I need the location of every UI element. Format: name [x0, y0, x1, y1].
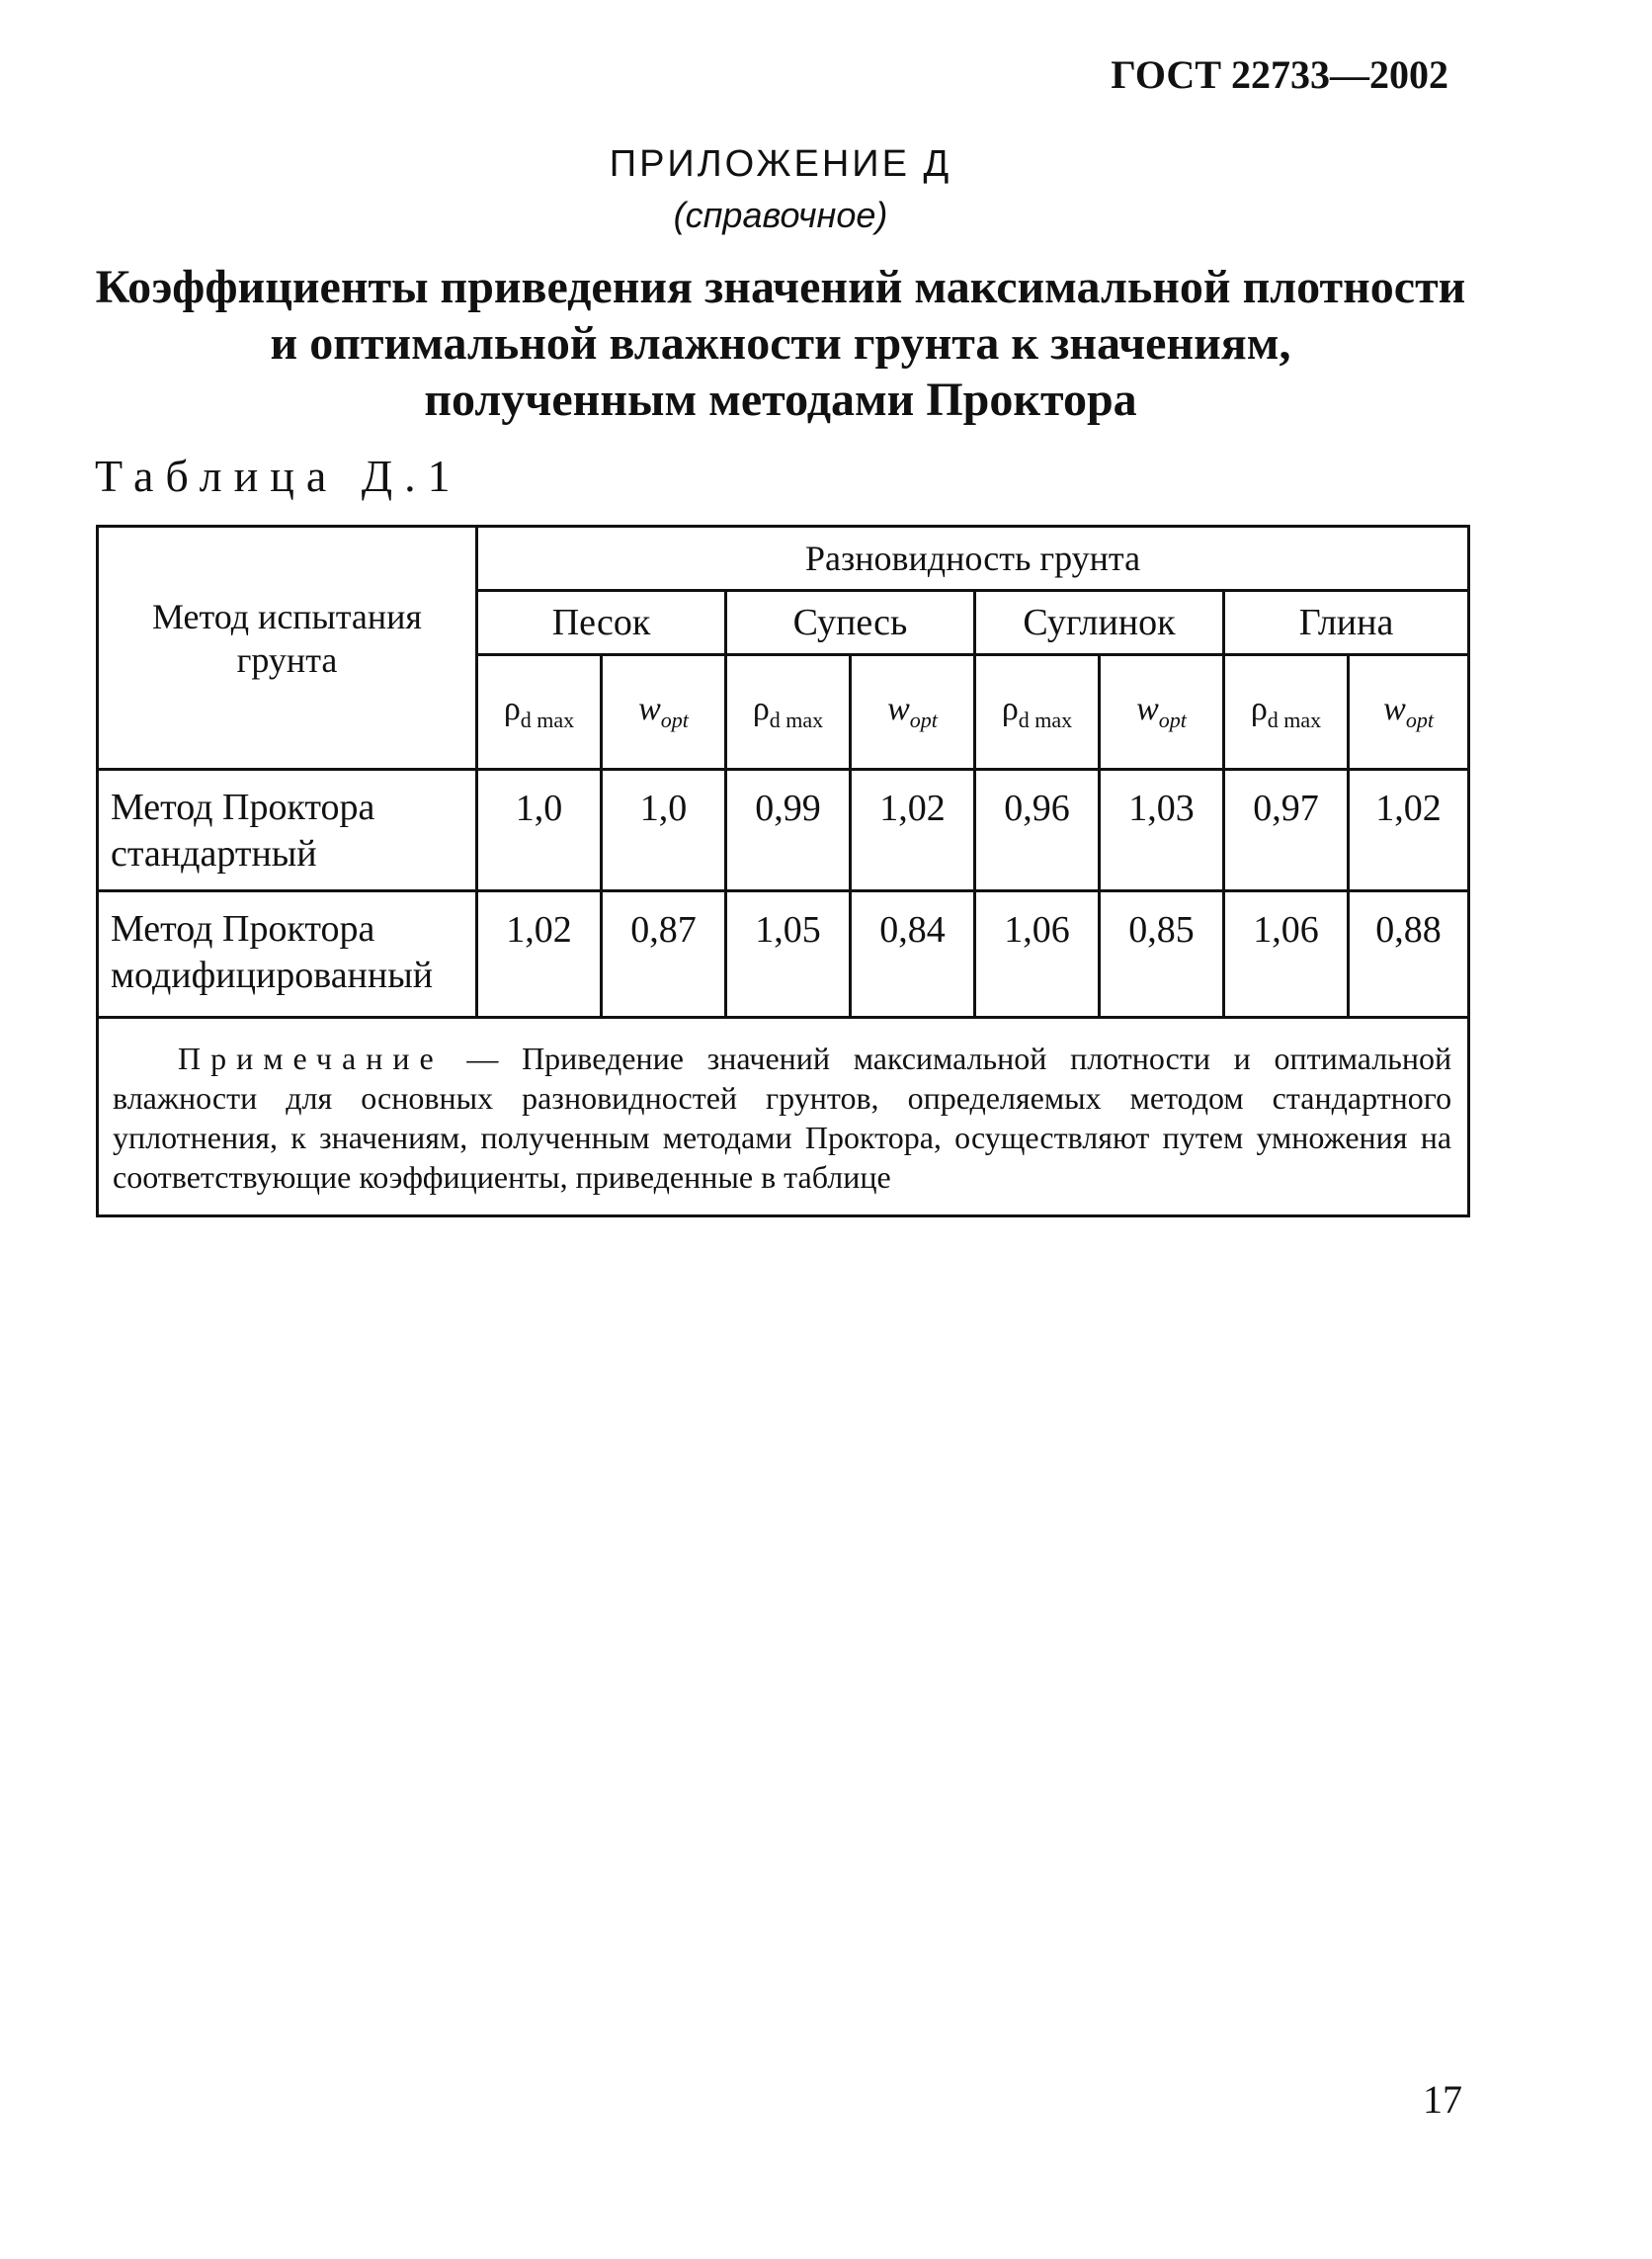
- table-row: [98, 891, 1469, 1018]
- cell-value: 1,02: [477, 891, 602, 1018]
- param-w-opt: $w_{opt}$: [1349, 655, 1469, 770]
- cell-value: 0,87: [602, 891, 726, 1018]
- param-rho-dmax: $\rho_{d max}$: [477, 655, 602, 770]
- cell-value: 0,99: [726, 770, 851, 891]
- table-label: Таблица Д.1: [95, 451, 462, 501]
- main-heading: [79, 259, 1482, 428]
- cell-value: 0,97: [1224, 770, 1349, 891]
- note-row: [98, 1018, 1469, 1216]
- cell-value: 1,06: [975, 891, 1100, 1018]
- table-note: [98, 1018, 1469, 1216]
- cell-value: 1,02: [851, 770, 975, 891]
- header-row-group: [98, 527, 1469, 591]
- row-method-label: Метод Проктора модифицированный: [98, 891, 477, 1018]
- param-w-opt: $w_{opt}$: [851, 655, 975, 770]
- param-w-opt: $w_{opt}$: [602, 655, 726, 770]
- cell-value: 0,85: [1100, 891, 1224, 1018]
- coefficients-table: [96, 525, 1470, 1217]
- appendix-kind: (справочное): [673, 195, 888, 235]
- note-text: — Приведение значений максимальной плотности и оптимальной влажности для основных разновидностей грунтов, определяемых методом стандартного уплотнения, к значениям, полученным методами Проктора, осуществляют путем умножения на соответствующие коэффициенты, приведенные в таблице: [113, 1041, 1452, 1195]
- soil-header-sandy-loam: Супесь: [726, 591, 975, 655]
- soil-header-clay: Глина: [1224, 591, 1469, 655]
- cell-value: 1,05: [726, 891, 851, 1018]
- cell-value: 1,03: [1100, 770, 1224, 891]
- row-method-label: Метод Проктора стандартный: [98, 770, 477, 891]
- cell-value: 0,96: [975, 770, 1100, 891]
- soil-header-sand: Песок: [477, 591, 726, 655]
- soil-header-loam: Суглинок: [975, 591, 1224, 655]
- param-w-opt: $w_{opt}$: [1100, 655, 1224, 770]
- param-rho-dmax: $\rho_{d max}$: [975, 655, 1100, 770]
- cell-value: 1,0: [602, 770, 726, 891]
- document-code: ГОСТ 22733—2002: [1111, 52, 1448, 97]
- table-row: [98, 770, 1469, 891]
- soil-group-header: Разновидность грунта: [477, 527, 1469, 591]
- cell-value: 1,02: [1349, 770, 1469, 891]
- param-rho-dmax: $\rho_{d max}$: [726, 655, 851, 770]
- page-number: 17: [1423, 2077, 1462, 2122]
- note-label: Примечание: [178, 1041, 444, 1076]
- heading-line-2: и оптимальной влажности грунта к значениям,: [270, 317, 1291, 370]
- param-rho-dmax: $\rho_{d max}$: [1224, 655, 1349, 770]
- heading-line-3: полученным методами Проктора: [424, 374, 1137, 426]
- cell-value: 1,06: [1224, 891, 1349, 1018]
- heading-line-1: Коэффициенты приведения значений максимальной плотности: [95, 261, 1466, 313]
- cell-value: 1,0: [477, 770, 602, 891]
- cell-value: 0,84: [851, 891, 975, 1018]
- cell-value: 0,88: [1349, 891, 1469, 1018]
- appendix-title: ПРИЛОЖЕНИЕ Д: [609, 143, 952, 185]
- method-header: Метод испытания грунта: [98, 527, 477, 770]
